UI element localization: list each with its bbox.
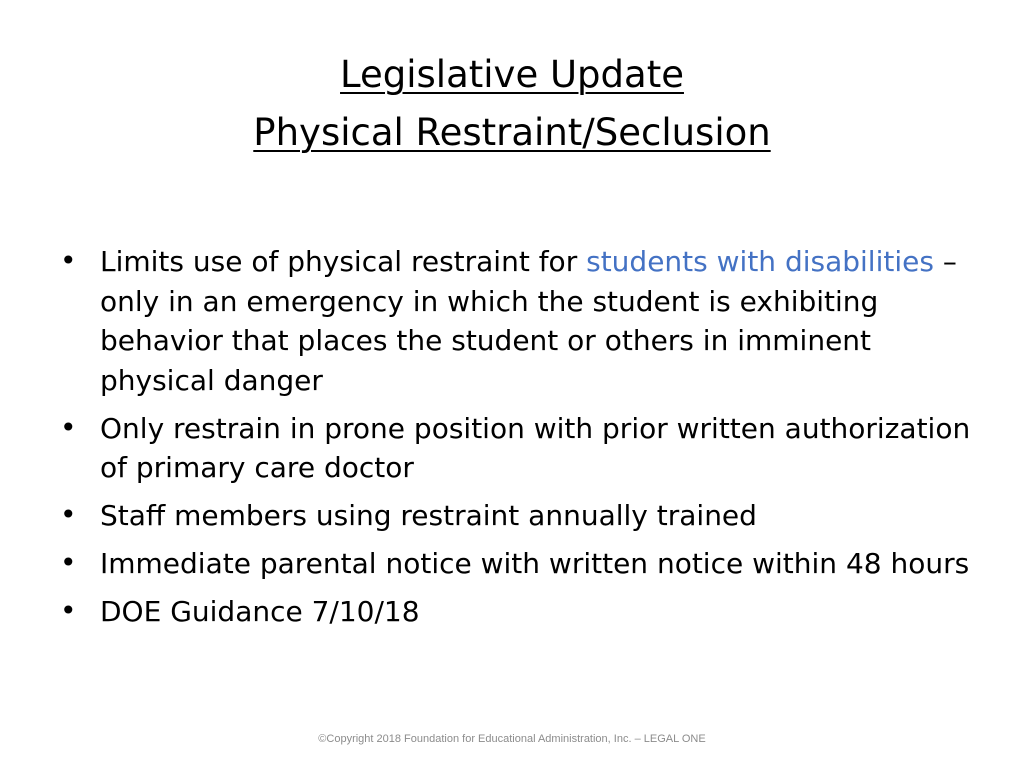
bullet-dot-icon: • xyxy=(60,594,77,627)
bullet-item-staff-training xyxy=(58,496,978,536)
title-line-1: Legislative Update xyxy=(340,53,684,96)
bullet-text: Staff members using restraint annually trained xyxy=(100,499,757,532)
bullet-item-restraint-limits xyxy=(58,242,978,400)
footer-copyright: ©Copyright 2018 Foundation for Educational Administration, Inc. – LEGAL ONE xyxy=(318,733,706,745)
bullet-dot-icon: • xyxy=(60,498,77,531)
bullet-text: DOE Guidance 7/10/18 xyxy=(100,595,420,628)
bullet-dot-icon: • xyxy=(60,546,77,579)
students-with-disabilities-highlight: students with disabilities xyxy=(586,245,934,278)
bullet-item-doe-guidance xyxy=(58,592,978,632)
slide-title xyxy=(0,46,1024,162)
bullet-item-prone-position xyxy=(58,409,978,488)
bullet-list xyxy=(58,242,978,640)
bullet-text-continued: – only in an emergency in which the student is exhibiting behavior that places the student or others in imminent physical danger xyxy=(100,245,957,397)
bullet-item-parental-notice xyxy=(58,544,978,584)
bullet-dot-icon: • xyxy=(60,244,77,277)
bullet-text: Immediate parental notice with written notice within 48 hours xyxy=(100,547,970,580)
bullet-dot-icon: • xyxy=(60,410,77,444)
title-line-2: Physical Restraint/Seclusion xyxy=(253,111,771,154)
bullet-text: Only restrain in prone position with prior written authorization of primary care doctor xyxy=(100,411,971,484)
bullet-text: Limits use of physical restraint for xyxy=(100,245,587,278)
